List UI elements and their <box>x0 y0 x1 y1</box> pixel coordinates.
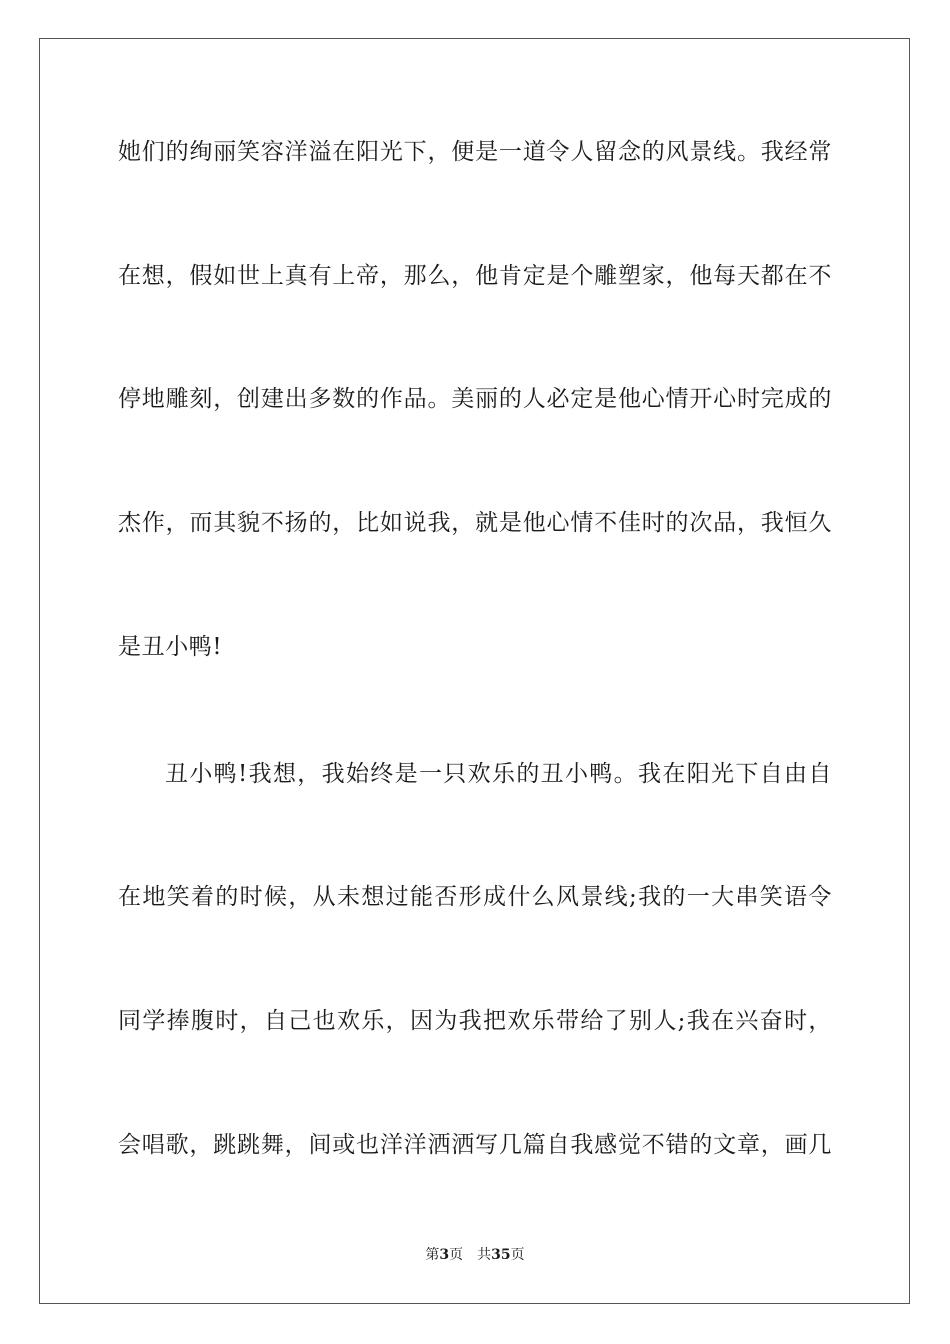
page-prefix: 第 <box>425 1247 440 1263</box>
page-total: 35 <box>491 1247 511 1263</box>
text-line: 会唱歌，跳跳舞，间或也洋洋洒洒写几篇自我感觉不错的文章，画几 <box>118 1132 832 1158</box>
text-line: 在地笑着的时候，从未想过能否形成什么风景线;我的一大串笑语令 <box>118 884 832 910</box>
text-line: 在想，假如世上真有上帝，那么，他肯定是个雕塑家，他每天都在不 <box>118 263 832 289</box>
page-suffix: 页 <box>449 1247 464 1263</box>
text-line: 杰作，而其貌不扬的，比如说我，就是他心情不佳时的次品，我恒久 <box>118 510 832 536</box>
text-line: 停地雕刻，创建出多数的作品。美丽的人必定是他心情开心时完成的 <box>118 386 832 412</box>
text-line: 是丑小鸭! <box>118 634 223 660</box>
page-footer <box>0 1246 950 1264</box>
total-prefix: 共 <box>477 1247 492 1263</box>
page-number: 3 <box>439 1247 450 1263</box>
page-border <box>39 38 910 1304</box>
paragraph-first-line: 丑小鸭!我想，我始终是一只欢乐的丑小鸭。我在阳光下自由自 <box>165 761 832 787</box>
total-suffix: 页 <box>510 1247 525 1263</box>
text-line: 她们的绚丽笑容洋溢在阳光下，便是一道令人留念的风景线。我经常 <box>118 139 832 165</box>
text-line: 同学捧腹时，自己也欢乐，因为我把欢乐带给了别人;我在兴奋时， <box>118 1008 832 1034</box>
